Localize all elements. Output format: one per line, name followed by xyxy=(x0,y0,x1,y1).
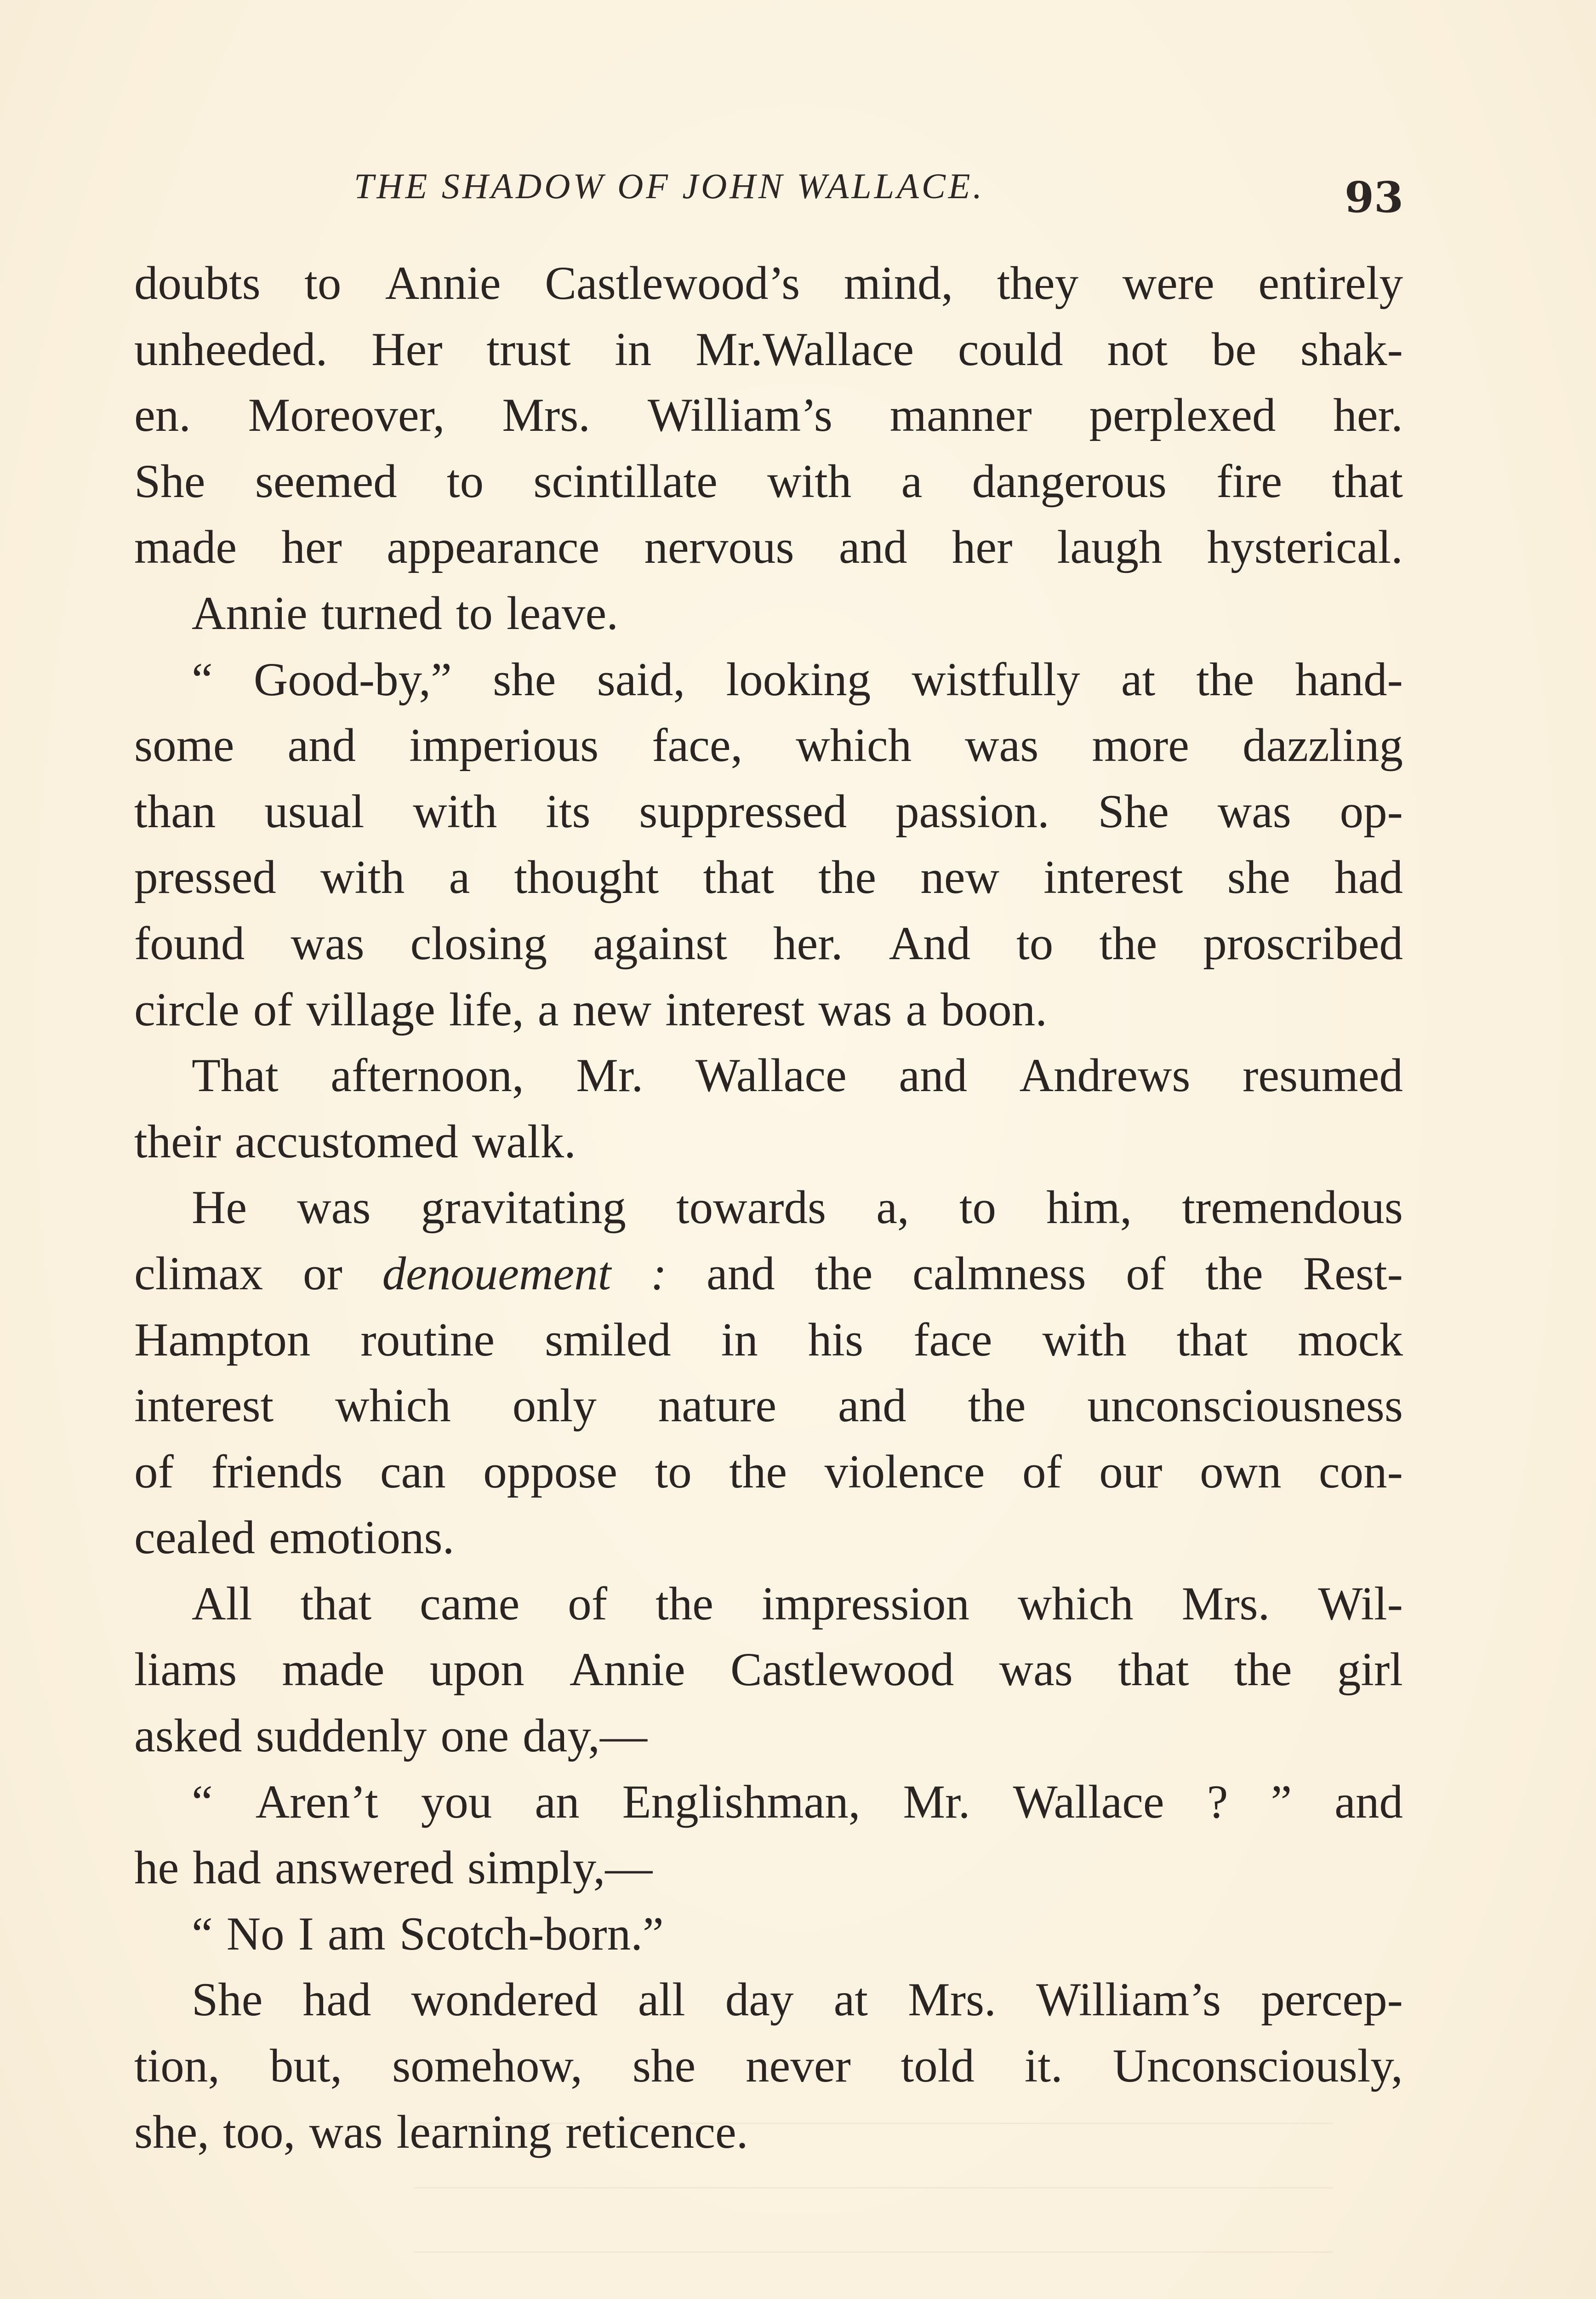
word: No xyxy=(226,1907,285,1960)
word: was xyxy=(1217,785,1291,838)
word: Good-by,” xyxy=(253,653,452,706)
word: an xyxy=(535,1775,580,1828)
word: could xyxy=(958,323,1063,376)
word: suddenly xyxy=(256,1710,427,1762)
word: cealed xyxy=(134,1511,255,1564)
word: our xyxy=(1099,1445,1163,1498)
word: one xyxy=(440,1710,509,1762)
word: hysterical. xyxy=(1207,521,1403,574)
word: day xyxy=(725,1973,794,2026)
word: was xyxy=(965,719,1039,772)
word: was xyxy=(309,2105,383,2158)
text-line xyxy=(134,383,1403,449)
word: you xyxy=(421,1775,492,1828)
word: Annie xyxy=(385,257,501,309)
word: the xyxy=(656,1577,713,1630)
word: they xyxy=(997,257,1079,309)
word: with xyxy=(320,851,405,904)
word: in xyxy=(721,1313,758,1366)
word: she xyxy=(493,653,556,706)
word: looking xyxy=(726,653,871,706)
word: wondered xyxy=(411,1973,598,2026)
word: to xyxy=(1016,917,1054,970)
text-line xyxy=(134,1439,1403,1505)
text-line xyxy=(134,1505,1403,1571)
word: with xyxy=(413,785,497,838)
word: he xyxy=(134,1841,179,1894)
word: simply,— xyxy=(467,1841,653,1894)
word: manner xyxy=(889,389,1032,442)
word: climax xyxy=(134,1247,263,1300)
word: mind, xyxy=(844,257,953,309)
word: of xyxy=(1126,1247,1166,1300)
word: reticence. xyxy=(565,2105,748,2158)
word: can xyxy=(380,1445,446,1498)
word: that xyxy=(1332,455,1403,508)
word: the xyxy=(1099,917,1157,970)
word: her xyxy=(952,521,1013,574)
text-line xyxy=(134,449,1403,515)
word: “ xyxy=(192,1775,213,1828)
word: Rest- xyxy=(1303,1247,1403,1300)
word: had xyxy=(302,1973,371,2026)
word: upon xyxy=(429,1643,524,1696)
text-line xyxy=(134,1637,1403,1703)
word: passion. xyxy=(895,785,1049,838)
word: liams xyxy=(134,1643,237,1696)
word: interest xyxy=(1043,851,1183,904)
word: learning xyxy=(396,2105,552,2158)
word: of xyxy=(134,1445,174,1498)
word: with xyxy=(767,455,852,508)
text-line xyxy=(134,1373,1403,1439)
word: mock xyxy=(1298,1313,1403,1366)
text-line xyxy=(134,1967,1403,2033)
word: him, xyxy=(1046,1181,1132,1234)
word: interest xyxy=(134,1379,274,1432)
word: imperious xyxy=(409,719,599,772)
word: of xyxy=(253,983,293,1036)
word: and xyxy=(1334,1775,1403,1828)
word: unconsciousness xyxy=(1087,1379,1403,1432)
word: impression xyxy=(761,1577,969,1630)
text-line xyxy=(134,1109,1403,1175)
word: she xyxy=(632,2040,696,2093)
word: be xyxy=(1211,323,1257,376)
word: Andrews xyxy=(1019,1049,1191,1102)
word: but, xyxy=(269,2040,342,2093)
word: “ xyxy=(192,653,213,706)
word: routine xyxy=(360,1313,495,1366)
word: with xyxy=(1042,1313,1127,1366)
word: to xyxy=(456,587,493,640)
word: con- xyxy=(1318,1445,1403,1498)
word: All xyxy=(192,1577,252,1630)
word: a xyxy=(537,983,559,1036)
word: the xyxy=(1205,1247,1263,1300)
word: too, xyxy=(223,2105,296,2158)
word: percep- xyxy=(1261,1973,1403,2026)
word: perplexed xyxy=(1089,389,1276,442)
word: “ xyxy=(192,1907,213,1960)
word: friends xyxy=(211,1445,343,1498)
word: his xyxy=(808,1313,864,1366)
word: had xyxy=(193,1841,261,1894)
word: That xyxy=(192,1049,279,1102)
word: Castlewood’s xyxy=(545,257,800,309)
word: made xyxy=(134,521,237,574)
word: unheeded. xyxy=(134,323,328,376)
word: her xyxy=(281,521,342,574)
word: Mr. xyxy=(903,1775,970,1828)
word: a, xyxy=(876,1181,909,1234)
word: was xyxy=(818,983,892,1036)
word: scintillate xyxy=(533,455,718,508)
word: own xyxy=(1200,1445,1282,1498)
word: smiled xyxy=(545,1313,671,1366)
word: their xyxy=(134,1115,221,1168)
word: en. xyxy=(134,389,191,442)
word: William’s xyxy=(1036,1973,1221,2026)
word: day,— xyxy=(523,1710,647,1762)
word: ” xyxy=(1271,1775,1292,1828)
word: trust xyxy=(486,323,571,376)
word: came xyxy=(420,1577,520,1630)
word: which xyxy=(335,1379,451,1432)
word: He xyxy=(192,1181,247,1234)
word: Annie xyxy=(570,1643,685,1696)
word: I xyxy=(298,1907,314,1960)
word: more xyxy=(1092,719,1190,772)
word: new xyxy=(572,983,652,1036)
text-line xyxy=(134,515,1403,581)
text-line xyxy=(134,779,1403,845)
word: Mrs. xyxy=(502,389,591,442)
word: op- xyxy=(1340,785,1403,838)
text-line xyxy=(134,911,1403,977)
text-line xyxy=(134,647,1403,713)
word: the xyxy=(815,1247,873,1300)
text-line xyxy=(134,1703,1403,1769)
word: suppressed xyxy=(639,785,847,838)
word: usual xyxy=(264,785,365,838)
word: the xyxy=(1196,653,1254,706)
word: towards xyxy=(676,1181,826,1234)
word: never xyxy=(746,2040,851,2093)
bleed-through-text xyxy=(414,2060,1333,2299)
text-line xyxy=(134,317,1403,383)
word: the xyxy=(729,1445,787,1498)
text-line xyxy=(134,977,1403,1043)
word: a xyxy=(449,851,470,904)
word: girl xyxy=(1337,1643,1403,1696)
word: calmness xyxy=(912,1247,1086,1300)
word: against xyxy=(593,917,727,970)
word: its xyxy=(546,785,591,838)
word: closing xyxy=(410,917,547,970)
word: was xyxy=(297,1181,371,1234)
word: said, xyxy=(597,653,685,706)
word: entirely xyxy=(1258,257,1403,309)
word: made xyxy=(282,1643,385,1696)
word: Hampton xyxy=(134,1313,311,1366)
word: proscribed xyxy=(1203,917,1403,970)
word: Annie xyxy=(192,587,308,640)
word: told xyxy=(901,2040,975,2093)
word: of xyxy=(568,1577,608,1630)
word: ? xyxy=(1207,1775,1228,1828)
text-line xyxy=(134,1835,1403,1901)
word: a xyxy=(901,455,923,508)
word: She xyxy=(134,455,205,508)
word: gravitating xyxy=(421,1181,626,1234)
word: violence xyxy=(824,1445,985,1498)
word: was xyxy=(999,1643,1073,1696)
text-line xyxy=(134,1043,1403,1109)
word: emotions. xyxy=(268,1511,455,1564)
word: were xyxy=(1122,257,1214,309)
word: leave. xyxy=(506,587,618,640)
text-line xyxy=(134,581,1403,647)
word: life, xyxy=(449,983,524,1036)
word: oppose xyxy=(483,1445,618,1498)
word: at xyxy=(833,1973,868,2026)
word: resumed xyxy=(1243,1049,1403,1102)
word: circle xyxy=(134,983,239,1036)
text-line xyxy=(134,1241,1403,1307)
word: her. xyxy=(773,917,843,970)
text-line xyxy=(134,1901,1403,1967)
word: face xyxy=(913,1313,992,1366)
word: some xyxy=(134,719,234,772)
word: and xyxy=(838,1379,906,1432)
text-line xyxy=(134,1175,1403,1241)
word: Englishman, xyxy=(622,1775,861,1828)
word: or xyxy=(303,1247,342,1300)
word: and xyxy=(287,719,356,772)
word: Scotch-born.” xyxy=(399,1907,664,1960)
word: dangerous xyxy=(972,455,1167,508)
word: which xyxy=(1017,1577,1134,1630)
text-line xyxy=(134,1307,1403,1373)
word: that xyxy=(1118,1643,1189,1696)
word: Moreover, xyxy=(248,389,445,442)
word: seemed xyxy=(255,455,397,508)
word: she xyxy=(1227,851,1290,904)
word: only xyxy=(512,1379,597,1432)
word: was xyxy=(291,917,365,970)
word: somehow, xyxy=(392,2040,582,2093)
text-line xyxy=(134,1571,1403,1637)
word: in xyxy=(615,323,652,376)
word: Wallace xyxy=(695,1049,847,1102)
word: nervous xyxy=(644,521,794,574)
word: Mr.Wallace xyxy=(695,323,914,376)
word: new xyxy=(920,851,999,904)
word: a xyxy=(906,983,927,1036)
word: tremendous xyxy=(1182,1181,1403,1234)
word: not xyxy=(1107,323,1168,376)
word: found xyxy=(134,917,245,970)
word: Wil- xyxy=(1318,1577,1403,1630)
word: it. xyxy=(1024,2040,1063,2093)
text-line xyxy=(134,713,1403,779)
text-line xyxy=(134,1769,1403,1836)
word: answered xyxy=(274,1841,454,1894)
word: that xyxy=(703,851,774,904)
word: nature xyxy=(658,1379,777,1432)
word: to xyxy=(304,257,342,309)
word: the xyxy=(968,1379,1026,1432)
word: she, xyxy=(134,2105,210,2158)
word: Mrs. xyxy=(908,1973,996,2026)
word: William’s xyxy=(647,389,832,442)
page-number: 93 xyxy=(1345,172,1404,222)
word: had xyxy=(1334,851,1403,904)
word: to xyxy=(655,1445,692,1498)
word: and xyxy=(707,1247,775,1300)
word: walk. xyxy=(472,1115,576,1168)
word: wistfully xyxy=(912,653,1080,706)
word: And xyxy=(889,917,971,970)
body-text xyxy=(134,251,1403,2165)
word: Mr. xyxy=(576,1049,644,1102)
word: which xyxy=(796,719,912,772)
word: that xyxy=(300,1577,372,1630)
text-line xyxy=(134,251,1403,317)
word: pressed xyxy=(134,851,276,904)
word: boon. xyxy=(940,983,1047,1036)
word: She xyxy=(192,1973,263,2026)
word: turned xyxy=(321,587,442,640)
word: hand- xyxy=(1295,653,1403,706)
word: interest xyxy=(665,983,805,1036)
word: She xyxy=(1098,785,1169,838)
word: to xyxy=(446,455,484,508)
word: doubts xyxy=(134,257,261,309)
word: denouement xyxy=(382,1247,611,1300)
word: of xyxy=(1022,1445,1062,1498)
running-title: THE SHADOW OF JOHN WALLACE. xyxy=(354,166,985,206)
word: to xyxy=(959,1181,997,1234)
text-line xyxy=(134,845,1403,911)
word: Wallace xyxy=(1013,1775,1164,1828)
word: : xyxy=(650,1247,667,1300)
word: that xyxy=(1176,1313,1248,1366)
word: Her xyxy=(371,323,443,376)
word: thought xyxy=(514,851,659,904)
word: laugh xyxy=(1057,521,1163,574)
word: all xyxy=(638,1973,685,2026)
word: than xyxy=(134,785,216,838)
word: and xyxy=(899,1049,968,1102)
word: am xyxy=(327,1907,386,1960)
word: her. xyxy=(1333,389,1403,442)
word: the xyxy=(1234,1643,1292,1696)
word: accustomed xyxy=(234,1115,458,1168)
word: and xyxy=(838,521,907,574)
word: Unconsciously, xyxy=(1112,2040,1403,2093)
word: Mrs. xyxy=(1181,1577,1270,1630)
word: afternoon, xyxy=(331,1049,524,1102)
word: face, xyxy=(652,719,743,772)
word: asked xyxy=(134,1710,242,1762)
word: appearance xyxy=(387,521,600,574)
word: Castlewood xyxy=(730,1643,954,1696)
word: village xyxy=(306,983,435,1036)
word: dazzling xyxy=(1243,719,1403,772)
word: tion, xyxy=(134,2040,220,2093)
word: Aren’t xyxy=(255,1775,378,1828)
word: fire xyxy=(1216,455,1282,508)
word: shak- xyxy=(1300,323,1403,376)
word: at xyxy=(1121,653,1156,706)
word: the xyxy=(818,851,877,904)
